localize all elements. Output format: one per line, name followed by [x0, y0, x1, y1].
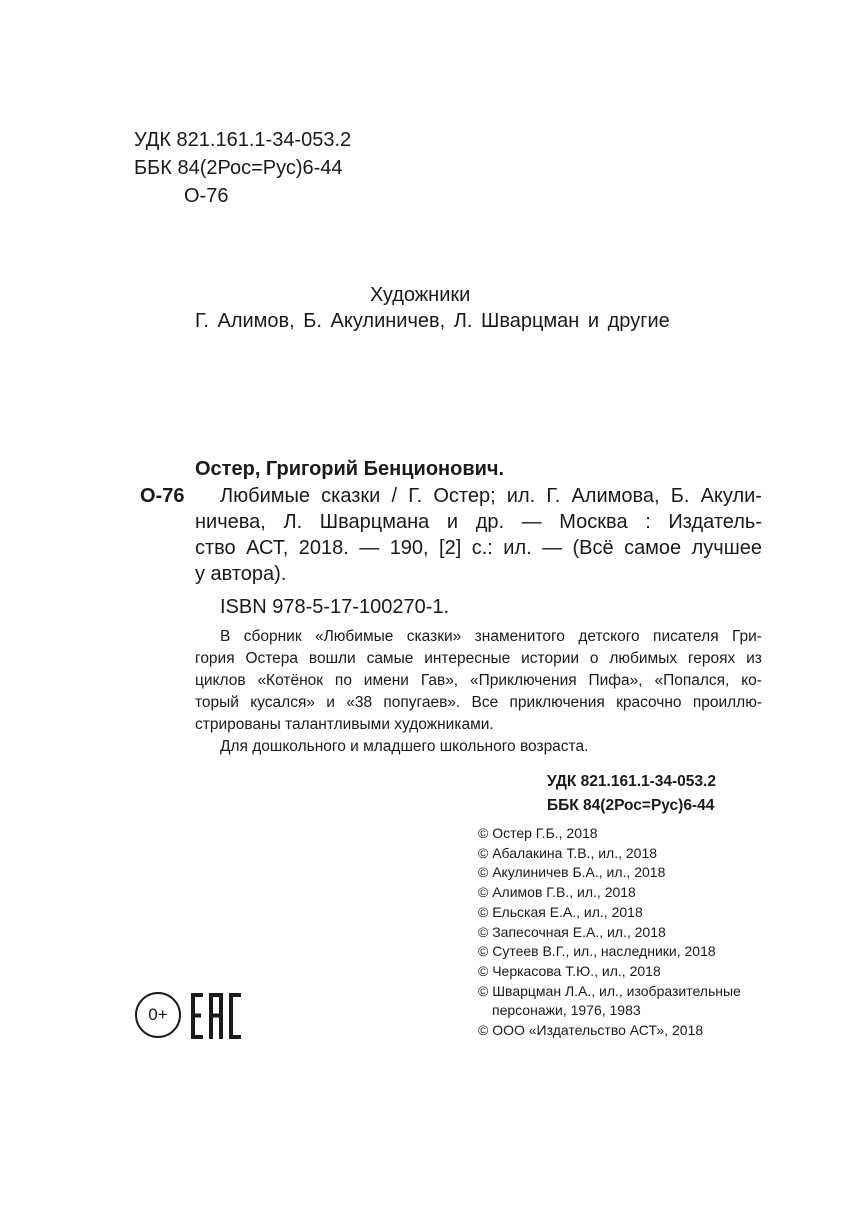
abstract-line-2: гория Остера вошли самые интересные истории о любимых героях из	[195, 650, 762, 667]
copyright-line: © Алимов Г.В., ил., 2018	[478, 884, 636, 901]
bottom-udk-code: УДК 821.161.1-34-053.2	[547, 773, 716, 790]
eac-conformity-icon	[190, 992, 242, 1040]
catalog-line-1: Любимые сказки / Г. Остер; ил. Г. Алимова, Б. Акули-	[220, 485, 762, 507]
copyright-line: © Сутеев В.Г., ил., наследники, 2018	[478, 943, 716, 960]
abstract-line-5: стрированы талантливыми художниками.	[195, 716, 494, 733]
audience-note: Для дошкольного и младшего школьного возраста.	[220, 738, 589, 755]
abstract-line-4: торый кусался» и «38 попугаев». Все приключения красочно проиллю-	[195, 694, 762, 711]
copyright-line: © Остер Г.Б., 2018	[478, 825, 598, 841]
copyright-line: © Запесочная Е.А., ил., 2018	[478, 923, 666, 940]
bottom-codes	[547, 770, 716, 818]
copyright-line: персонажи, 1976, 1983	[492, 1002, 641, 1019]
artists-names: Г. Алимов, Б. Акулиничев, Л. Шварцман и другие	[195, 310, 670, 332]
copyright-line: © Шварцман Л.А., ил., изобразительные	[478, 982, 741, 999]
age-rating-badge	[135, 992, 181, 1038]
copyright-list	[478, 824, 741, 1041]
catalog-line-3: ство АСТ, 2018. — 190, [2] с.: ил. — (Всё самое лучшее	[195, 537, 762, 559]
bbk-code: ББК 84(2Рос=Рус)6-44	[134, 157, 343, 179]
catalog-mark: О-76	[140, 485, 185, 507]
copyright-line: © Акулиничев Б.А., ил., 2018	[478, 864, 666, 881]
age-rating-text: 0+	[148, 1005, 168, 1024]
artists-title: Художники	[370, 284, 471, 306]
udk-code: УДК 821.161.1-34-053.2	[134, 129, 352, 151]
copyright-line: © Абалакина Т.В., ил., 2018	[478, 844, 658, 861]
abstract-line-3: циклов «Котёнок по имени Гав», «Приключения Пифа», «Попался, ко-	[195, 672, 762, 689]
catalog-author: Остер, Григорий Бенционович.	[195, 458, 505, 480]
isbn: ISBN 978-5-17-100270-1.	[220, 596, 450, 618]
catalog-line-4: у автора).	[195, 563, 287, 585]
copyright-line: © ООО «Издательство АСТ», 2018	[478, 1022, 704, 1039]
copyright-line: © Ельская Е.А., ил., 2018	[478, 903, 643, 920]
author-mark: О-76	[184, 185, 229, 207]
bottom-bbk-code: ББК 84(2Рос=Рус)6-44	[547, 797, 715, 814]
abstract-line-1: В сборник «Любимые сказки» знаменитого детского писателя Гри-	[220, 628, 762, 645]
copyright-line: © Черкасова Т.Ю., ил., 2018	[478, 962, 661, 979]
catalog-line-2: ничева, Л. Шварцмана и др. — Москва : Издатель-	[195, 511, 762, 533]
header-codes	[134, 126, 351, 210]
